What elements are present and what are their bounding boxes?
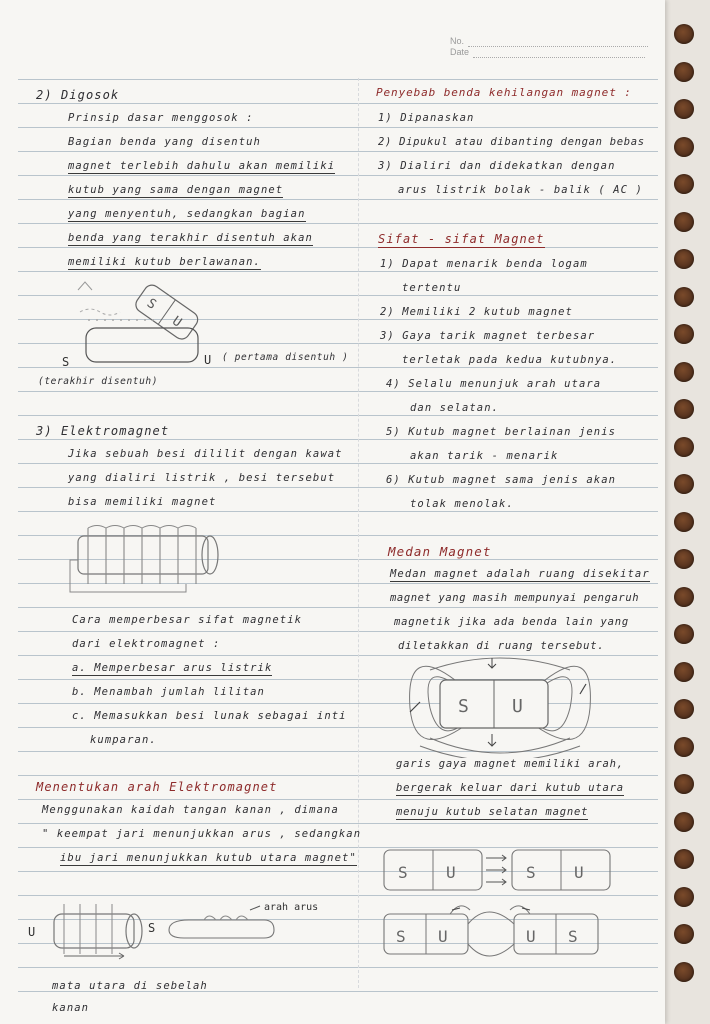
text-line: yang dialiri listrik , besi tersebut	[68, 472, 336, 484]
field-title: Medan Magnet	[388, 544, 492, 559]
ruled-line	[18, 823, 658, 824]
list-item: terletak pada kedua kutubnya.	[402, 354, 618, 366]
list-item: tertentu	[402, 282, 462, 294]
magnet-u-label: U	[169, 313, 185, 331]
text-line: Bagian benda yang disentuh	[68, 136, 261, 148]
binder-hole	[674, 287, 694, 307]
magnet-pairs-sketch	[380, 840, 620, 970]
binder-hole	[674, 587, 694, 607]
text-line: benda yang terakhir disentuh akan	[68, 232, 313, 244]
text-line: ibu jari menunjukkan kutub utara magnet"	[60, 852, 357, 864]
list-item: akan tarik - menarik	[410, 450, 559, 462]
binder-hole	[674, 624, 694, 644]
ruled-line	[18, 79, 658, 80]
coil-u-label: U	[28, 925, 36, 939]
column-divider	[358, 78, 359, 988]
section-elektromagnet-title: 3) Elektromagnet	[36, 424, 170, 438]
no-date-box	[450, 36, 648, 58]
no-label: No.	[450, 36, 465, 46]
list-item: 1) Dapat menarik benda logam	[380, 258, 588, 270]
coil-s-label: S	[148, 921, 156, 935]
text-line: bisa memiliki magnet	[68, 496, 217, 508]
text-line: Cara memperbesar sifat magnetik	[72, 614, 303, 626]
ruled-line	[18, 511, 658, 512]
north-note-2: kanan	[52, 1002, 90, 1014]
list-item: 2) Dipukul atau dibanting dengan bebas	[378, 136, 645, 148]
text-line: diletakkan di ruang tersebut.	[398, 640, 605, 652]
pair-label: U	[446, 863, 456, 882]
binder-hole	[674, 662, 694, 682]
ruled-line	[18, 103, 658, 104]
pair-label: S	[398, 863, 408, 882]
last-touch-note: (terakhir disentuh)	[38, 376, 159, 387]
list-item: arus listrik bolak - balik ( AC )	[398, 184, 643, 196]
ruled-line	[18, 247, 658, 248]
binder-hole	[674, 849, 694, 869]
right-hand-rule-sketch	[24, 890, 344, 970]
binder-hole	[674, 324, 694, 344]
props-title: Sifat - sifat Magnet	[378, 232, 545, 246]
text-line: " keempat jari menunjukkan arus , sedangkan	[42, 828, 362, 840]
text-line: magnet yang masih mempunyai pengaruh	[390, 592, 640, 604]
pair-label: S	[396, 927, 406, 946]
text-line: menuju kutub selatan magnet	[396, 806, 589, 818]
text-line: magnet terlebih dahulu akan memiliki	[68, 160, 336, 172]
pair-label: U	[438, 927, 448, 946]
ruled-line	[18, 175, 658, 176]
list-item: 6) Kutub magnet sama jenis akan	[386, 474, 617, 486]
binder-hole	[674, 774, 694, 794]
binder-hole	[674, 924, 694, 944]
text-line: yang menyentuh, sedangkan bagian	[68, 208, 306, 220]
list-item: 1) Dipanaskan	[378, 112, 475, 124]
binder-hole	[674, 699, 694, 719]
magnetic-field-sketch	[400, 654, 600, 758]
text-line: Menggunakan kaidah tangan kanan , dimana	[42, 804, 339, 816]
binder-hole	[674, 737, 694, 757]
list-item: 2) Memiliki 2 kutub magnet	[380, 306, 573, 318]
binder-hole	[674, 137, 694, 157]
list-item: 5) Kutub magnet berlainan jenis	[386, 426, 617, 438]
binder-hole	[674, 362, 694, 382]
list-item: 3) Gaya tarik magnet terbesar	[380, 330, 596, 342]
ruled-line	[18, 799, 658, 800]
text-line: Medan magnet adalah ruang disekitar	[390, 568, 650, 580]
north-note: mata utara di sebelah	[52, 980, 208, 992]
first-touch-note: ( pertama disentuh )	[222, 352, 349, 363]
list-item: tolak menolak.	[410, 498, 514, 510]
loss-title: Penyebab benda kehilangan magnet :	[376, 86, 632, 99]
pair-label: S	[568, 927, 578, 946]
text-line: dari elektromagnet :	[72, 638, 221, 650]
ruled-line	[18, 439, 658, 440]
binder-hole	[674, 962, 694, 982]
binder-hole	[674, 437, 694, 457]
binder-hole	[674, 474, 694, 494]
text-line: memiliki kutub berlawanan.	[68, 256, 261, 268]
binder-hole	[674, 549, 694, 569]
binder-hole	[674, 812, 694, 832]
text-line: magnetik jika ada benda lain yang	[394, 616, 630, 628]
ruled-line	[18, 463, 658, 464]
section-digosok-title: 2) Digosok	[36, 88, 120, 102]
list-item: kumparan.	[90, 734, 157, 746]
binder-hole	[674, 249, 694, 269]
ruled-line	[18, 415, 658, 416]
text-line: Prinsip dasar menggosok :	[68, 112, 254, 124]
binder-hole	[674, 512, 694, 532]
binder-hole	[674, 174, 694, 194]
ruled-line	[18, 631, 658, 632]
ruled-line	[18, 151, 658, 152]
text-line: garis gaya magnet memiliki arah,	[396, 758, 624, 770]
ruled-line	[18, 127, 658, 128]
binder-hole	[674, 887, 694, 907]
binder-hole	[674, 212, 694, 232]
ruled-line	[18, 607, 658, 608]
list-item: 3) Dialiri dan didekatkan dengan	[378, 160, 616, 172]
ruled-line	[18, 391, 658, 392]
text-line: Jika sebuah besi dililit dengan kawat	[68, 448, 343, 460]
text-line: kutub yang sama dengan magnet	[68, 184, 284, 196]
magnet-s-label: S	[143, 295, 159, 313]
pair-label: U	[526, 927, 536, 946]
list-item: b. Menambah jumlah lilitan	[72, 686, 265, 698]
field-u-label: U	[512, 696, 523, 717]
list-item: c. Memasukkan besi lunak sebagai inti	[72, 710, 347, 722]
binder-hole	[674, 62, 694, 82]
list-item: dan selatan.	[410, 402, 500, 414]
bar-u-label: U	[204, 353, 212, 367]
section-arah-title: Menentukan arah Elektromagnet	[36, 780, 278, 794]
ruled-line	[18, 199, 658, 200]
ruled-line	[18, 775, 658, 776]
list-item: a. Memperbesar arus listrik	[72, 662, 273, 674]
ruled-line	[18, 487, 658, 488]
field-s-label: S	[458, 696, 469, 717]
date-label: Date	[450, 47, 470, 57]
binder-hole	[674, 399, 694, 419]
arah-arus-label: arah arus	[264, 902, 319, 913]
ruled-line	[18, 223, 658, 224]
text-line: bergerak keluar dari kutub utara	[396, 782, 624, 794]
list-item: 4) Selalu menunjuk arah utara	[386, 378, 602, 390]
binder-hole	[674, 99, 694, 119]
bar-s-label: S	[62, 355, 70, 369]
pair-label: S	[526, 863, 536, 882]
pair-label: U	[574, 863, 584, 882]
electromagnet-coil-sketch	[66, 520, 226, 600]
binder-hole	[674, 24, 694, 44]
